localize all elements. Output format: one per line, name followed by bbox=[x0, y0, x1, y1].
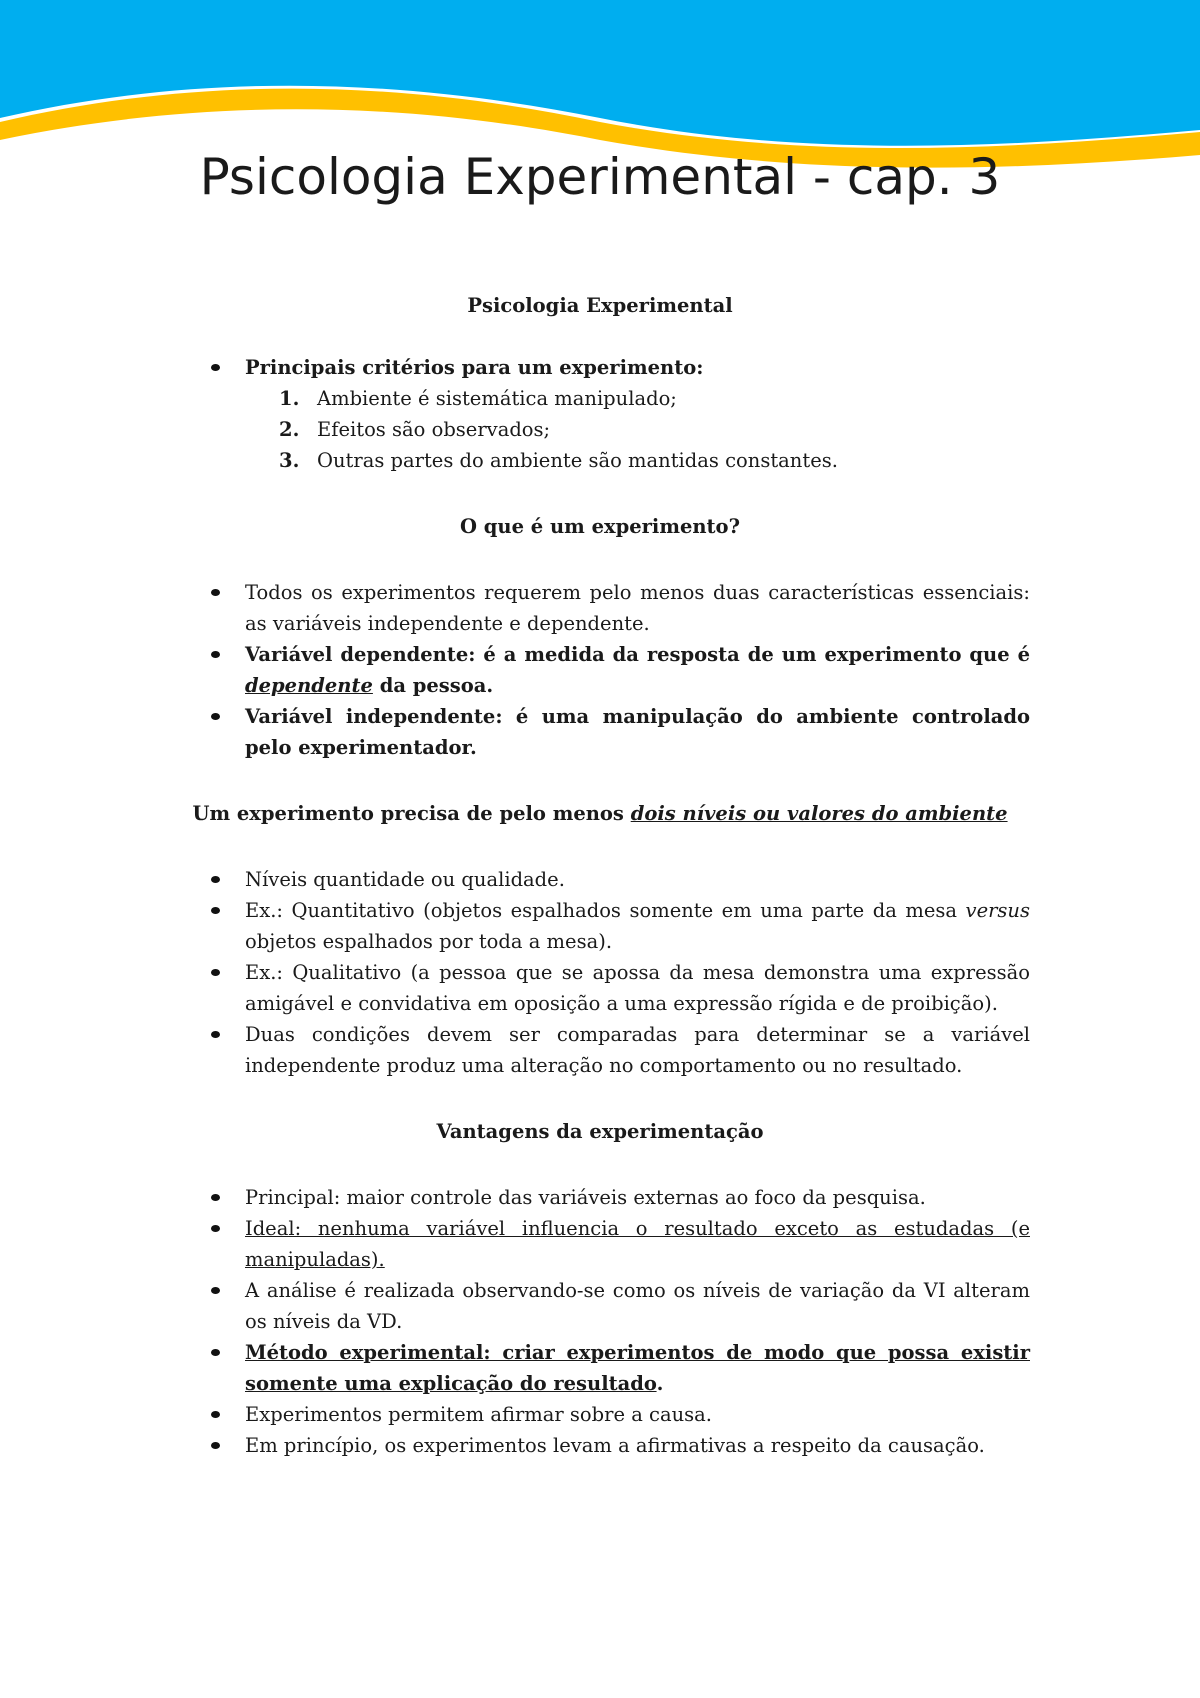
list-item bbox=[245, 1399, 1030, 1430]
list-item bbox=[245, 1337, 1030, 1399]
dependent-emphasis: dependente bbox=[245, 674, 373, 697]
item-text: Duas condições devem ser comparadas para determinar se a variável independente produz uma alteração no comportamento ou no resultado. bbox=[245, 1023, 1030, 1077]
experiment-definition-list bbox=[245, 577, 1030, 763]
dependent-variable-text: Variável dependente: é a medida da resposta de um experimento que é bbox=[245, 643, 1030, 666]
levels-list bbox=[245, 864, 1030, 1081]
item-text: Ideal: nenhuma variável influencia o resultado exceto as estudadas (e manipuladas). bbox=[245, 1217, 1030, 1271]
list-item bbox=[245, 1213, 1030, 1275]
list-item bbox=[245, 864, 1030, 895]
advantages-list bbox=[245, 1182, 1030, 1461]
section-heading-o-que-e-um-experimento: O que é um experimento? bbox=[460, 515, 740, 538]
list-item bbox=[245, 701, 1030, 763]
heading-text: Um experimento precisa de pelo menos bbox=[192, 802, 631, 825]
item-text: Ex.: Quantitativo (objetos espalhados somente em uma parte da mesa bbox=[245, 899, 966, 922]
numbered-item bbox=[279, 414, 1030, 445]
item-number: 1. bbox=[279, 387, 300, 410]
section-heading-vantagens: Vantagens da experimentação bbox=[436, 1120, 764, 1143]
item-text: Todos os experimentos requerem pelo menos duas características essenciais: as variáveis independente e dependente. bbox=[245, 581, 1030, 635]
independent-variable-text: Variável independente: é uma manipulação do ambiente controlado pelo experimentador. bbox=[245, 705, 1030, 759]
section-heading-dois-niveis bbox=[0, 798, 1200, 829]
item-number: 3. bbox=[279, 449, 300, 472]
item-text: Ambiente é sistemática manipulado; bbox=[317, 387, 677, 410]
list-item bbox=[245, 1275, 1030, 1337]
item-text: Principal: maior controle das variáveis externas ao foco da pesquisa. bbox=[245, 1186, 926, 1209]
list-item bbox=[245, 639, 1030, 701]
list-item bbox=[245, 577, 1030, 639]
list-item bbox=[245, 895, 1030, 957]
criteria-label: Principais critérios para um experimento: bbox=[245, 356, 704, 379]
list-item bbox=[245, 1430, 1030, 1461]
numbered-item bbox=[279, 383, 1030, 414]
section-heading-psicologia-experimental: Psicologia Experimental bbox=[467, 294, 733, 317]
list-item bbox=[245, 1019, 1030, 1081]
item-text: Outras partes do ambiente são mantidas constantes. bbox=[317, 449, 838, 472]
versus-emphasis: versus bbox=[965, 899, 1030, 922]
list-item bbox=[245, 957, 1030, 1019]
item-text: Efeitos são observados; bbox=[317, 418, 551, 441]
item-text: Níveis quantidade ou qualidade. bbox=[245, 868, 565, 891]
heading-emphasis: dois níveis ou valores do ambiente bbox=[630, 802, 1008, 825]
experimental-method-text: Método experimental: criar experimentos de modo que possa existir somente uma explicação do resultado bbox=[245, 1341, 1030, 1395]
numbered-item bbox=[279, 445, 1030, 476]
title-text: Psicologia Experimental - cap. 3 bbox=[199, 148, 1001, 206]
page-title bbox=[0, 143, 1200, 211]
criteria-list bbox=[245, 352, 1030, 383]
item-text: Ex.: Qualitativo (a pessoa que se apossa da mesa demonstra uma expressão amigável e convidativa em oposição a uma expressão rígida e de proibição). bbox=[245, 961, 1030, 1015]
item-text-end: objetos espalhados por toda a mesa). bbox=[245, 930, 613, 953]
criteria-numbered-list bbox=[279, 383, 1030, 476]
document-body bbox=[0, 290, 1200, 1461]
item-text: A análise é realizada observando-se como os níveis de variação da VI alteram os níveis da VD. bbox=[245, 1279, 1030, 1333]
experimental-method-end: . bbox=[656, 1372, 664, 1395]
list-item bbox=[245, 1182, 1030, 1213]
item-text: Em princípio, os experimentos levam a afirmativas a respeito da causação. bbox=[245, 1434, 985, 1457]
item-text: Experimentos permitem afirmar sobre a causa. bbox=[245, 1403, 712, 1426]
list-item bbox=[245, 352, 1030, 383]
item-number: 2. bbox=[279, 418, 300, 441]
dependent-variable-end: da pessoa. bbox=[372, 674, 494, 697]
